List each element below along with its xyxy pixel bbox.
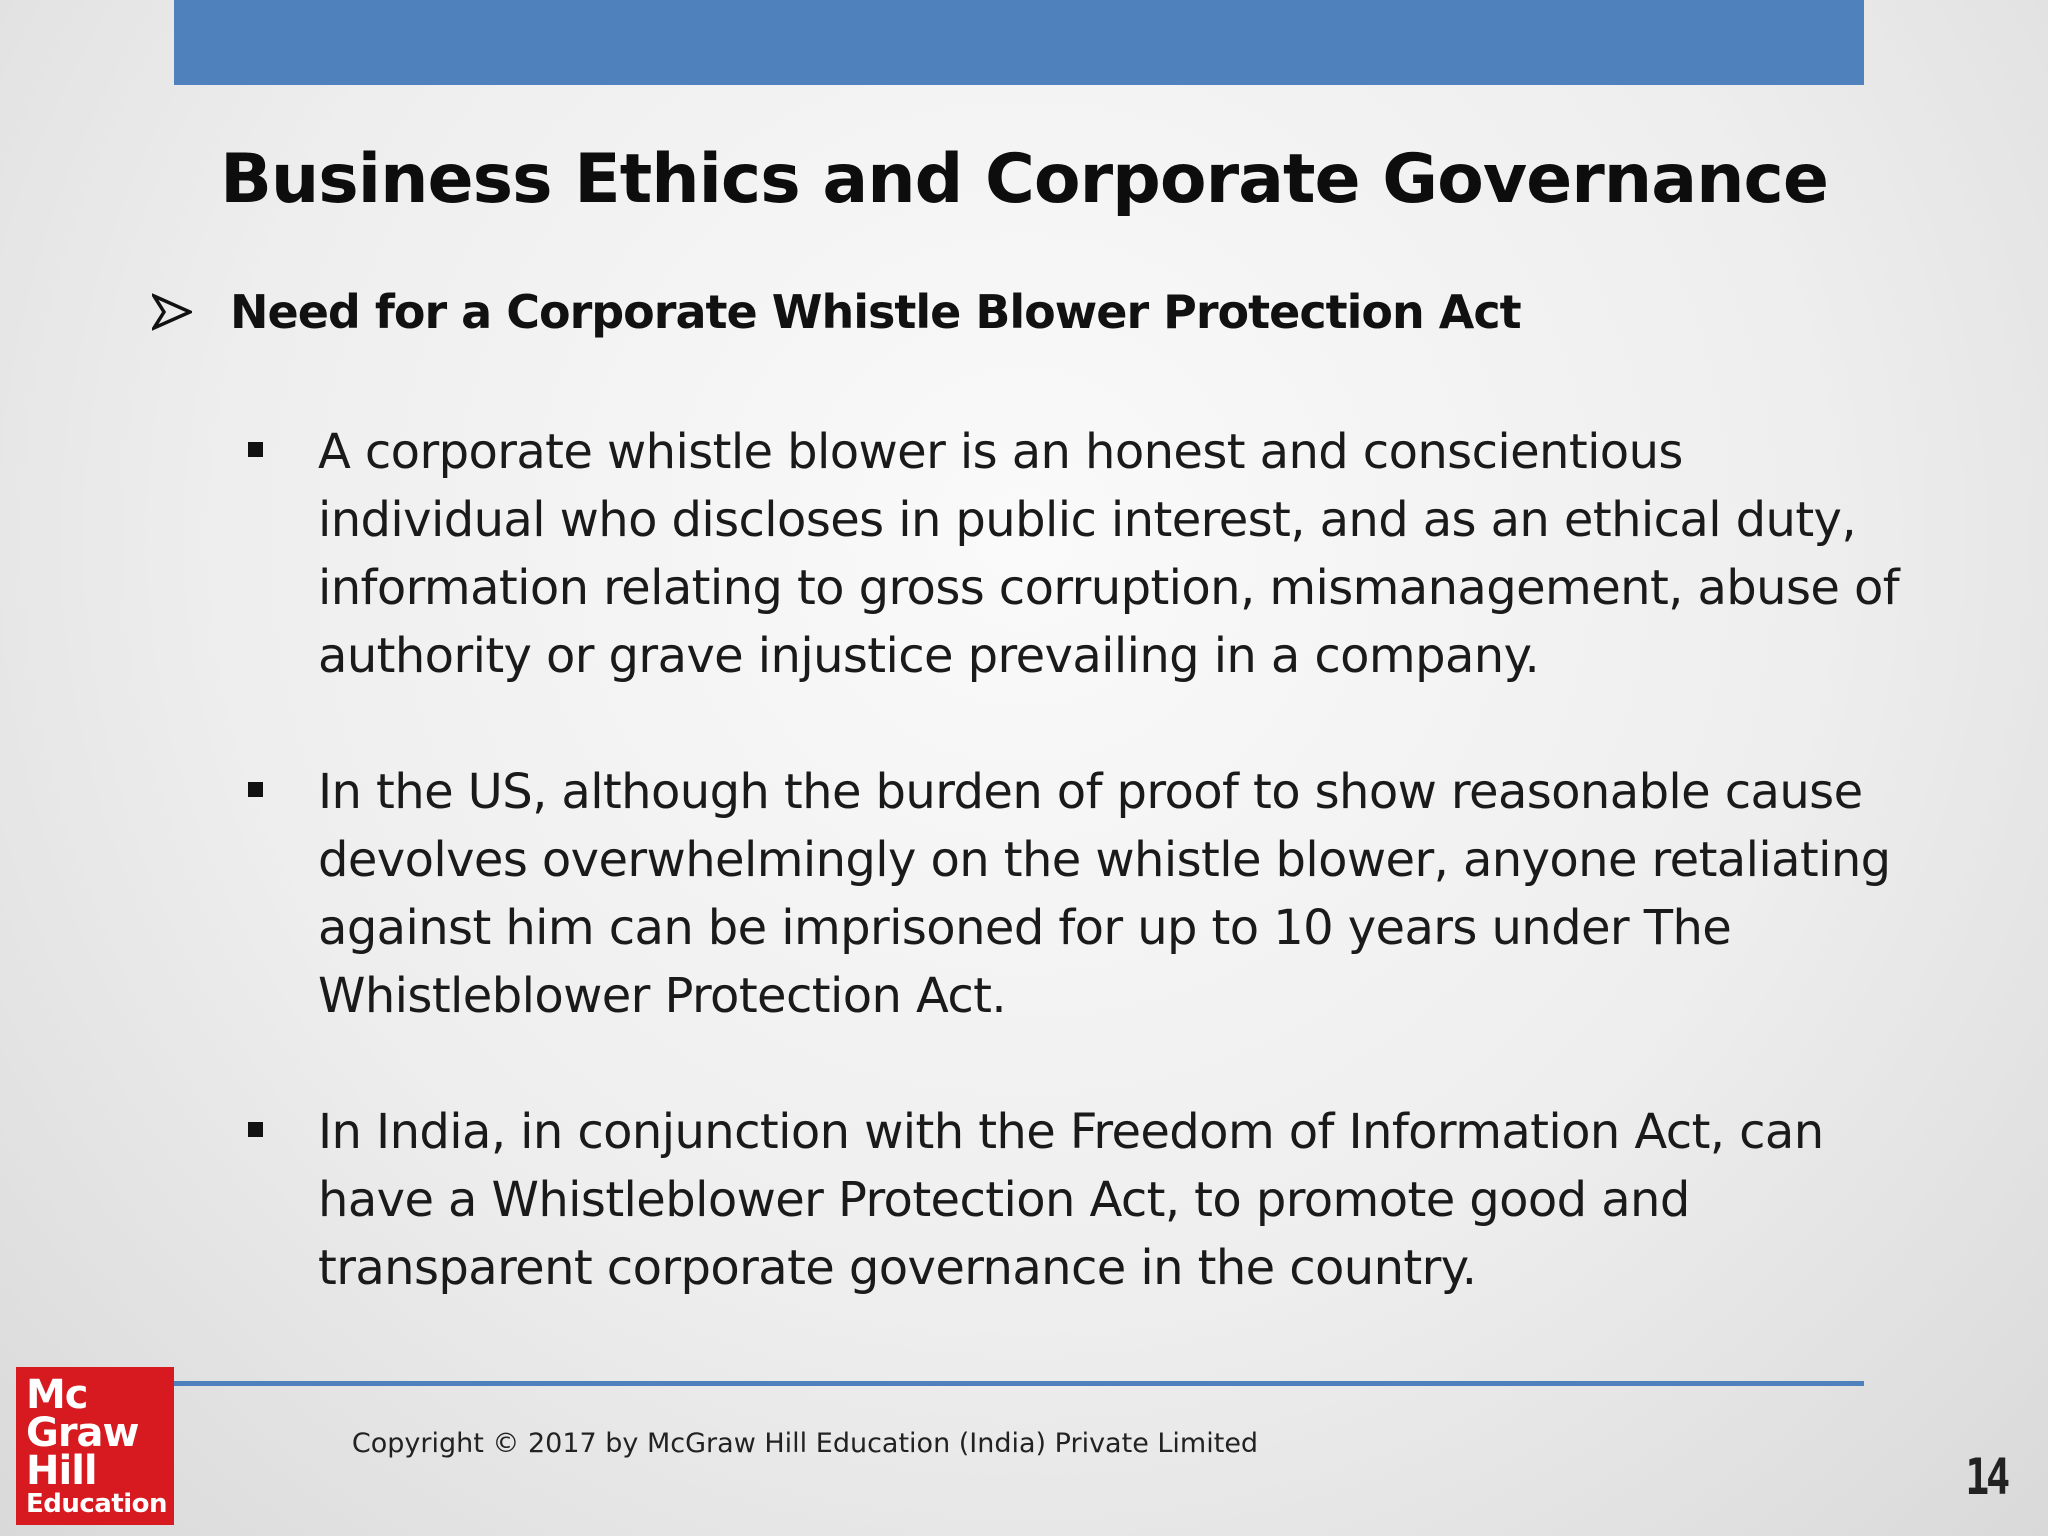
list-item-text: In India, in conjunction with the Freedom of Information Act, can have a Whistleblower Protection Act, to promote good and transparent corporate governance in the country. [318, 1104, 1824, 1296]
list-item-text: In the US, although the burden of proof to show reasonable cause devolves overwhelmingly on the whistle blower, anyone retaliating against him can be imprisoned for up to 10 years under The Whistleblower Protection Act. [318, 764, 1891, 1024]
list-item [244, 418, 1924, 690]
square-bullet-icon [248, 1122, 263, 1137]
mcgraw-hill-logo: Mc Graw Hill Education [16, 1367, 174, 1525]
top-accent-bar [174, 0, 1864, 85]
section-heading-text: Need for a Corporate Whistle Blower Protection Act [230, 285, 1521, 339]
footer-divider [174, 1381, 1864, 1386]
square-bullet-icon [248, 782, 263, 797]
copyright-notice: Copyright © 2017 by McGraw Hill Education (India) Private Limited [351, 1428, 1259, 1459]
list-item [244, 758, 1924, 1030]
square-bullet-icon [248, 442, 263, 457]
slide-title: Business Ethics and Corporate Governance [220, 140, 1828, 219]
list-item-text: A corporate whistle blower is an honest and conscientious individual who discloses in public interest, and as an ethical duty, information relating to gross corruption, mismanagement, abuse of authority or grave injustice prevailing in a company. [318, 424, 1900, 684]
arrowhead-icon [152, 292, 192, 332]
page-number: 14 [1965, 1448, 2007, 1506]
bullet-list [244, 418, 1924, 1370]
list-item [244, 1098, 1924, 1302]
section-heading [152, 282, 1521, 342]
